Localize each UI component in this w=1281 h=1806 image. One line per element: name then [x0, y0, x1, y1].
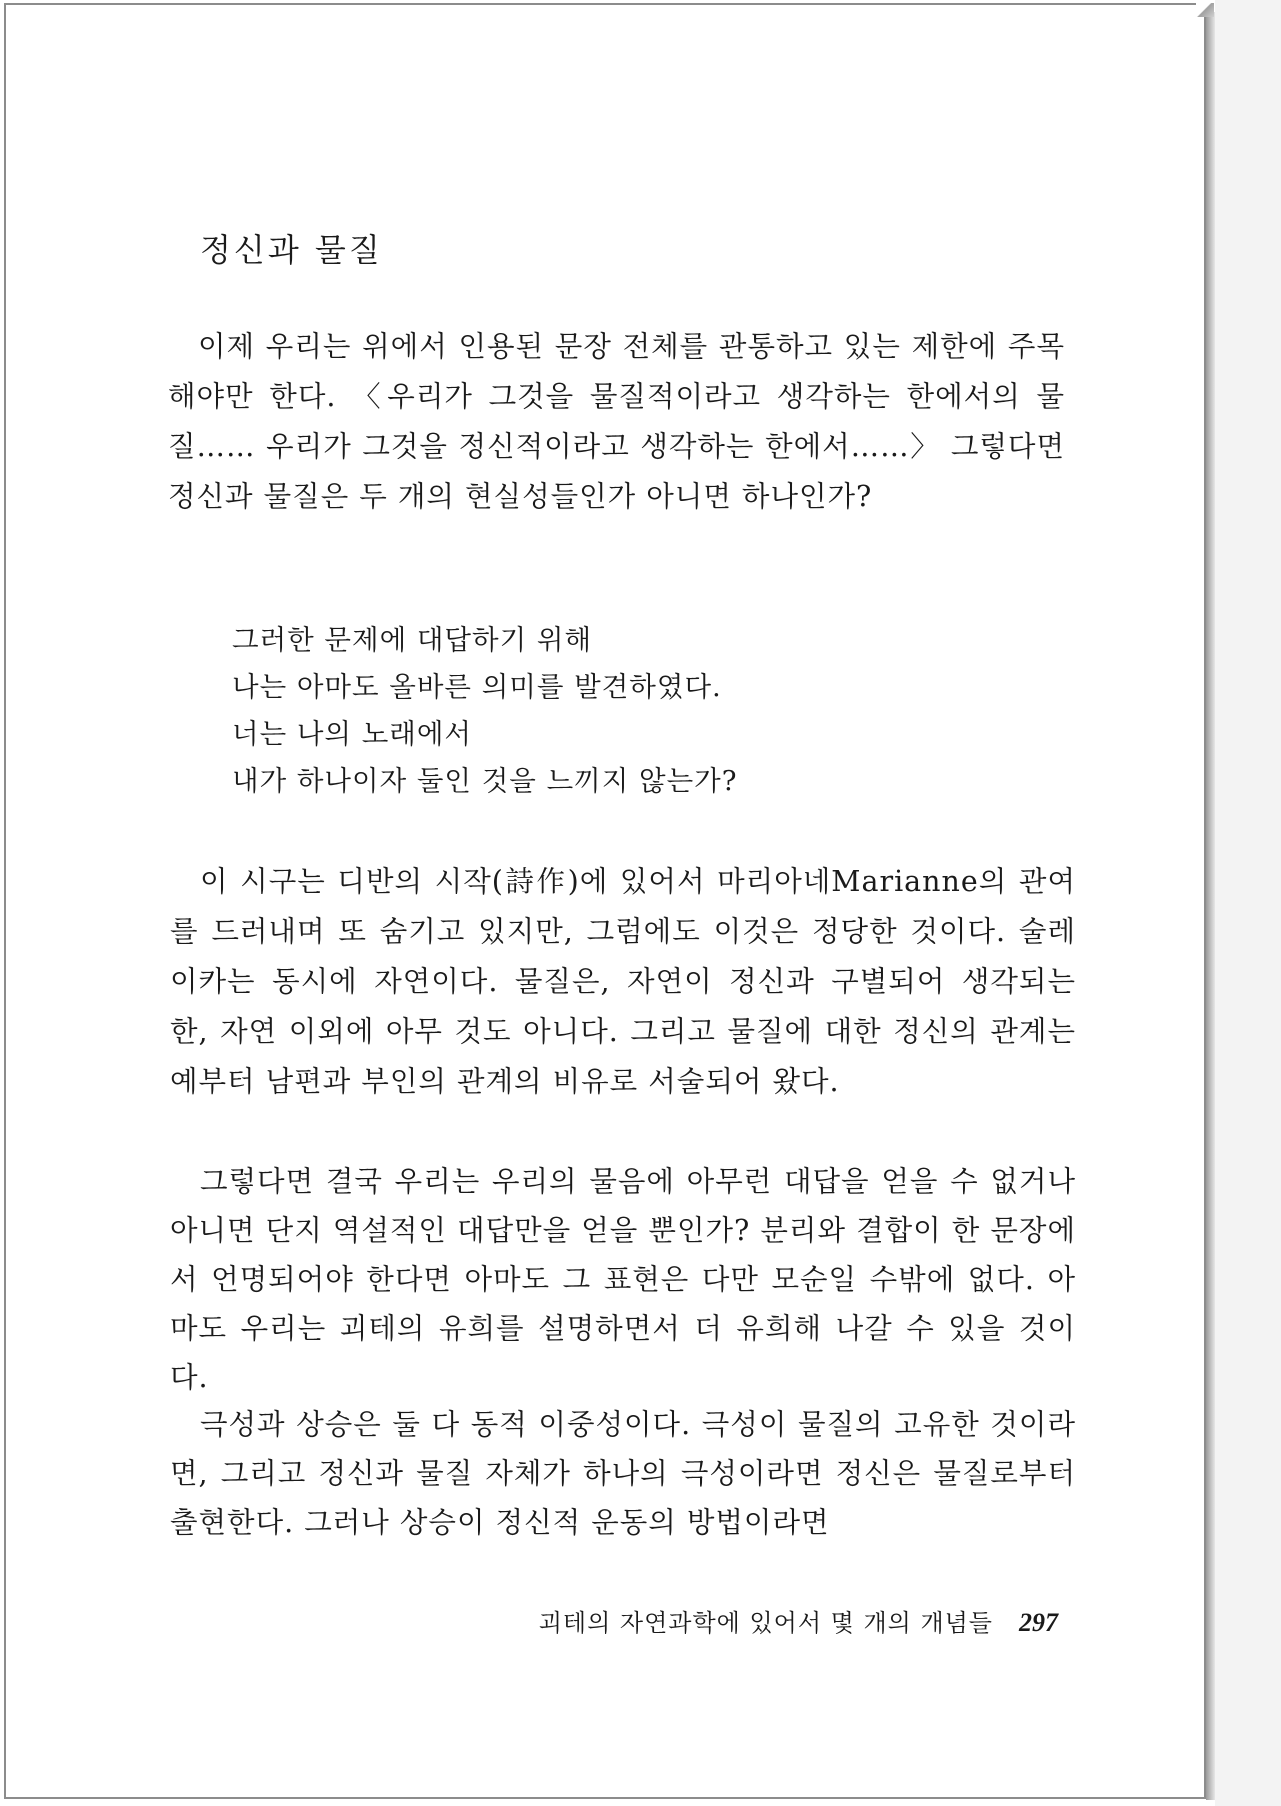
verse-line: 내가 하나이자 둘인 것을 느끼지 않는가?: [232, 765, 738, 797]
verse-quotation: [232, 617, 1052, 805]
verse-line: 너는 나의 노래에서: [232, 718, 473, 750]
page-number: 297: [1019, 1608, 1058, 1637]
paragraph-polarity: 극성과 상승은 둘 다 동적 이중성이다. 극성이 물질의 고유한 것이라면, 그리고 정신과 물질 자체가 하나의 극성이라면 정신은 물질로부터 출현한다. 그러나 상승이 정신적 운동의 방법이라면: [170, 1408, 1076, 1539]
verse-line: 나는 아마도 올바른 의미를 발견하였다.: [232, 671, 722, 703]
section-title: 정신과 물질: [200, 231, 383, 269]
paragraph-verse-commentary: 이 시구는 디반의 시작(詩作)에 있어서 마리아네Marianne의 관여를 드러내며 또 숨기고 있지만, 그럼에도 이것은 정당한 것이다. 술레이카는 동시에 자연이다. 물질은, 자연이 정신과 구별되어 생각되는 한, 자연 이외에 아무 것도 아니다. 그리고 물질에 대한 정신의 관계는 예부터 남편과 부인의 관계의 비유로 서술되어 왔다.: [170, 865, 1076, 1098]
paragraph-intro: 이제 우리는 위에서 인용된 문장 전체를 관통하고 있는 제한에 주목해야만 한다. 〈우리가 그것을 물질적이라고 생각하는 한에서의 물질…… 우리가 그것을 정신적이라고 생각하는 한에서……〉 그렇다면 정신과 물질은 두 개의 현실성들인가 아니면 하나인가?: [168, 330, 1065, 513]
page-corner-fold: [1196, 3, 1214, 17]
page-edge-shadow: [1206, 12, 1215, 1800]
verse-line: 그러한 문제에 대답하기 위해: [232, 624, 593, 656]
running-title: 괴테의 자연과학에 있어서 몇 개의 개념들: [538, 1609, 993, 1637]
running-footer: [468, 1603, 1058, 1638]
paragraph-paradox-question: 그렇다면 결국 우리는 우리의 물음에 아무런 대답을 얻을 수 없거나 아니면 단지 역설적인 대답만을 얻을 뿐인가? 분리와 결합이 한 문장에서 언명되어야 한다면 아마도 그 표현은 다만 모순일 수밖에 없다. 아마도 우리는 괴테의 유희를 설명하면서 더 유희해 나갈 수 있을 것이다.: [170, 1165, 1076, 1394]
viewer-background: [1215, 0, 1281, 1806]
